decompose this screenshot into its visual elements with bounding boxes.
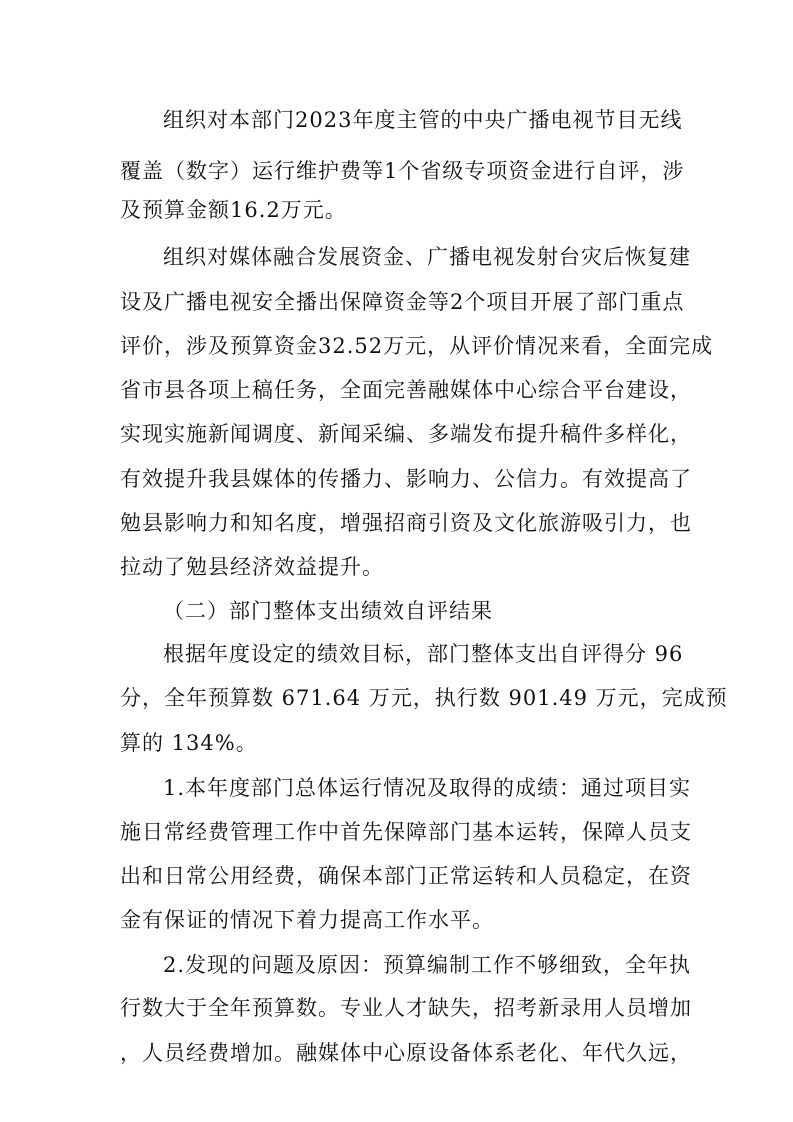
paragraph-4-line-3: 出和日常公用经费，确保本部门正常运转和人员稳定，在资	[120, 864, 692, 888]
paragraph-4-line-4: 金有保证的情况下着力提高工作水平。	[120, 908, 494, 932]
section-heading: （二）部门整体支出绩效自评结果	[163, 599, 493, 623]
paragraph-2-line-4: 省市县各项上稿任务，全面完善融媒体中心综合平台建设，	[120, 378, 692, 402]
paragraph-1-line-3: 及预算金额16.2万元。	[120, 198, 347, 222]
paragraph-3-line-3: 算的 134%。	[120, 731, 258, 755]
paragraph-3-line-1: 根据年度设定的绩效目标，部门整体支出自评得分 96	[163, 642, 684, 666]
paragraph-5-line-3: ，人员经费增加。融媒体中心原设备体系老化、年代久远，	[120, 1041, 692, 1065]
paragraph-3-line-2: 分，全年预算数 671.64 万元，执行数 901.49 万元，完成预	[120, 686, 728, 710]
paragraph-2-line-1: 组织对媒体融合发展资金、广播电视发射台灾后恢复建	[163, 245, 691, 269]
paragraph-1-line-2: 覆盖（数字）运行维护费等1个省级专项资金进行自评，涉	[120, 159, 685, 183]
paragraph-2-line-8: 拉动了勉县经济效益提升。	[120, 555, 384, 579]
paragraph-5-line-1: 2.发现的问题及原因：预算编制工作不够细致，全年执	[163, 953, 692, 977]
paragraph-1-line-1: 组织对本部门2023年度主管的中央广播电视节目无线	[163, 108, 683, 132]
paragraph-4-line-2: 施日常经费管理工作中首先保障部门基本运转，保障人员支	[120, 820, 692, 844]
paragraph-2-line-3: 评价，涉及预算资金32.52万元，从评价情况来看，全面完成	[120, 334, 714, 358]
paragraph-2-line-7: 勉县影响力和知名度，增强招商引资及文化旅游吸引力，也	[120, 511, 692, 535]
paragraph-2-line-5: 实现实施新闻调度、新闻采编、多端发布提升稿件多样化，	[120, 422, 692, 446]
paragraph-2-line-2: 设及广播电视安全播出保障资金等2个项目开展了部门重点	[120, 290, 685, 314]
paragraph-5-line-2: 行数大于全年预算数。专业人才缺失，招考新录用人员增加	[120, 996, 692, 1020]
paragraph-4-line-1: 1.本年度部门总体运行情况及取得的成绩：通过项目实	[163, 776, 692, 800]
paragraph-2-line-6: 有效提升我县媒体的传播力、影响力、公信力。有效提高了	[120, 467, 692, 491]
